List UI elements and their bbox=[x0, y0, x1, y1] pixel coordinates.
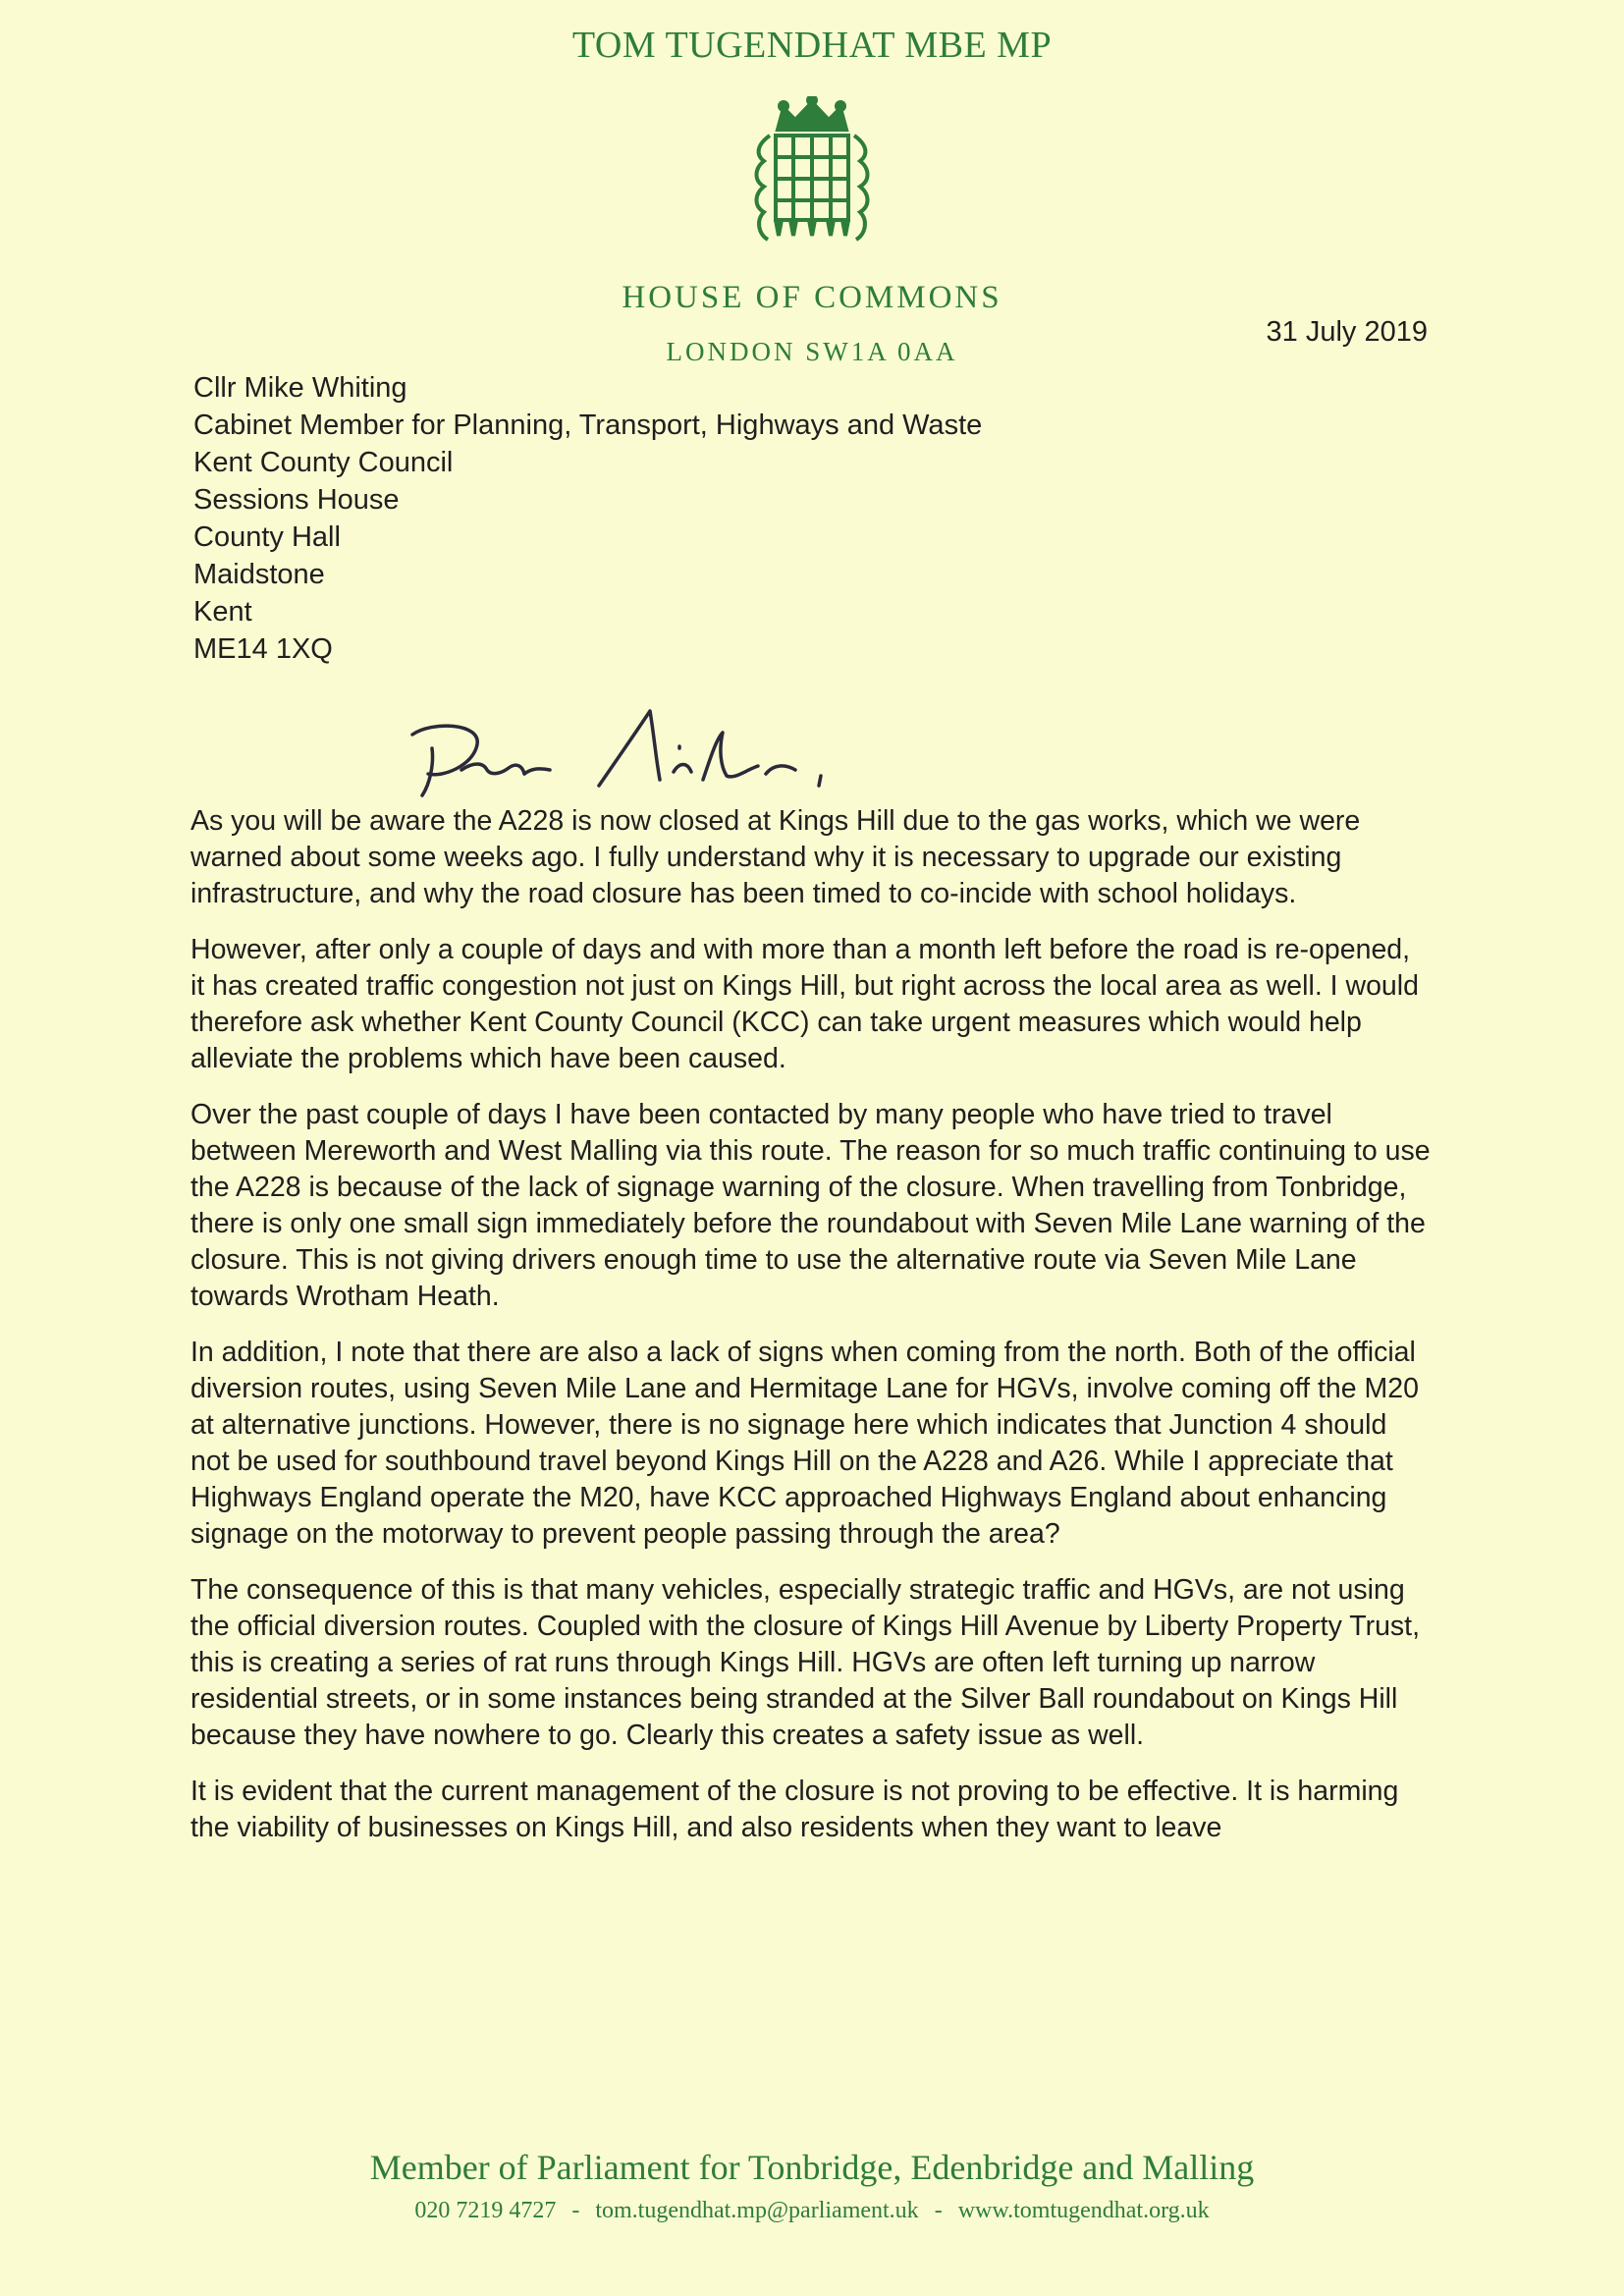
portcullis-crown-icon bbox=[748, 96, 876, 244]
footer-constituency: Member of Parliament for Tonbridge, Edenbridge and Malling bbox=[369, 2148, 1255, 2187]
footer-phone: 020 7219 4727 bbox=[414, 2198, 557, 2223]
body-paragraph: In addition, I note that there are also a lack of signs when coming from the north. Both of the official diversion routes, using Seven Mile Lane and Hermitage Lane for HGVs, involve coming off the M20 at alternative junctions. However, there is no signage here which indicates that Junction 4 should not be used for southbound travel beyond Kings Hill on the A228 and A26. While I appreciate that Highways England operate the M20, have KCC approached Highways England about enhancing signage on the motorway to prevent people passing through the area? bbox=[190, 1337, 1419, 1550]
recipient-line: Cabinet Member for Planning, Transport, Highways and Waste bbox=[193, 410, 983, 441]
recipient-line: Cllr Mike Whiting bbox=[193, 372, 407, 404]
recipient-line: Kent bbox=[193, 596, 252, 628]
recipient-line: ME14 1XQ bbox=[193, 633, 333, 665]
body-paragraph: However, after only a couple of days and with more than a month left before the road is re-opened, it has created traffic congestion not just on Kings Hill, but right across the local area as well. I would therefore ask whether Kent County Council (KCC) can take urgent measures which would help alleviate the problems which have been caused. bbox=[190, 934, 1419, 1074]
footer-separator: - bbox=[934, 2198, 943, 2223]
recipient-line: Sessions House bbox=[193, 484, 400, 516]
footer-website-link[interactable]: www.tomtugendhat.org.uk bbox=[957, 2198, 1210, 2223]
letter-date: 31 July 2019 bbox=[1266, 316, 1428, 348]
letter-body bbox=[190, 803, 1432, 1866]
recipient-line: County Hall bbox=[193, 521, 341, 553]
recipient-address bbox=[193, 369, 982, 668]
recipient-line: Maidstone bbox=[193, 559, 325, 590]
body-paragraph: As you will be aware the A228 is now closed at Kings Hill due to the gas works, which we were warned about some weeks ago. I fully understand why it is necessary to upgrade our existing infrastructure, and why the road closure has been timed to co-incide with school holidays. bbox=[190, 805, 1361, 909]
footer-separator: - bbox=[571, 2198, 580, 2223]
footer-contact-line bbox=[0, 2198, 1624, 2224]
letterhead-address: LONDON SW1A 0AA bbox=[666, 337, 958, 366]
house-of-commons-heading: HOUSE OF COMMONS bbox=[622, 280, 1002, 315]
recipient-line: Kent County Council bbox=[193, 447, 454, 478]
mp-name-heading: TOM TUGENDHAT MBE MP bbox=[571, 25, 1053, 66]
footer-email-link[interactable]: tom.tugendhat.mp@parliament.uk bbox=[595, 2198, 919, 2223]
body-paragraph: The consequence of this is that many vehicles, especially strategic traffic and HGVs, are not using the official diversion routes. Coupled with the closure of Kings Hill Avenue by Liberty Property Trust, this is creating a series of rat runs through Kings Hill. HGVs are often left turning up narrow residential streets, or in some instances being stranded at the Silver Ball roundabout on Kings Hill because they have nowhere to go. Clearly this creates a safety issue as well. bbox=[190, 1574, 1421, 1751]
body-paragraph: Over the past couple of days I have been contacted by many people who have tried to travel between Mereworth and West Malling via this route. The reason for so much traffic continuing to use the A228 is because of the lack of signage warning of the closure. When travelling from Tonbridge, there is only one small sign immediately before the roundabout with Seven Mile Lane warning of the closure. This is not giving drivers enough time to use the alternative route via Seven Mile Lane towards Wrotham Heath. bbox=[190, 1099, 1431, 1312]
body-paragraph: It is evident that the current management of the closure is not proving to be effective. It is harming the viability of businesses on Kings Hill, and also residents when they want to leave bbox=[190, 1776, 1399, 1843]
handwritten-salutation bbox=[393, 705, 864, 813]
